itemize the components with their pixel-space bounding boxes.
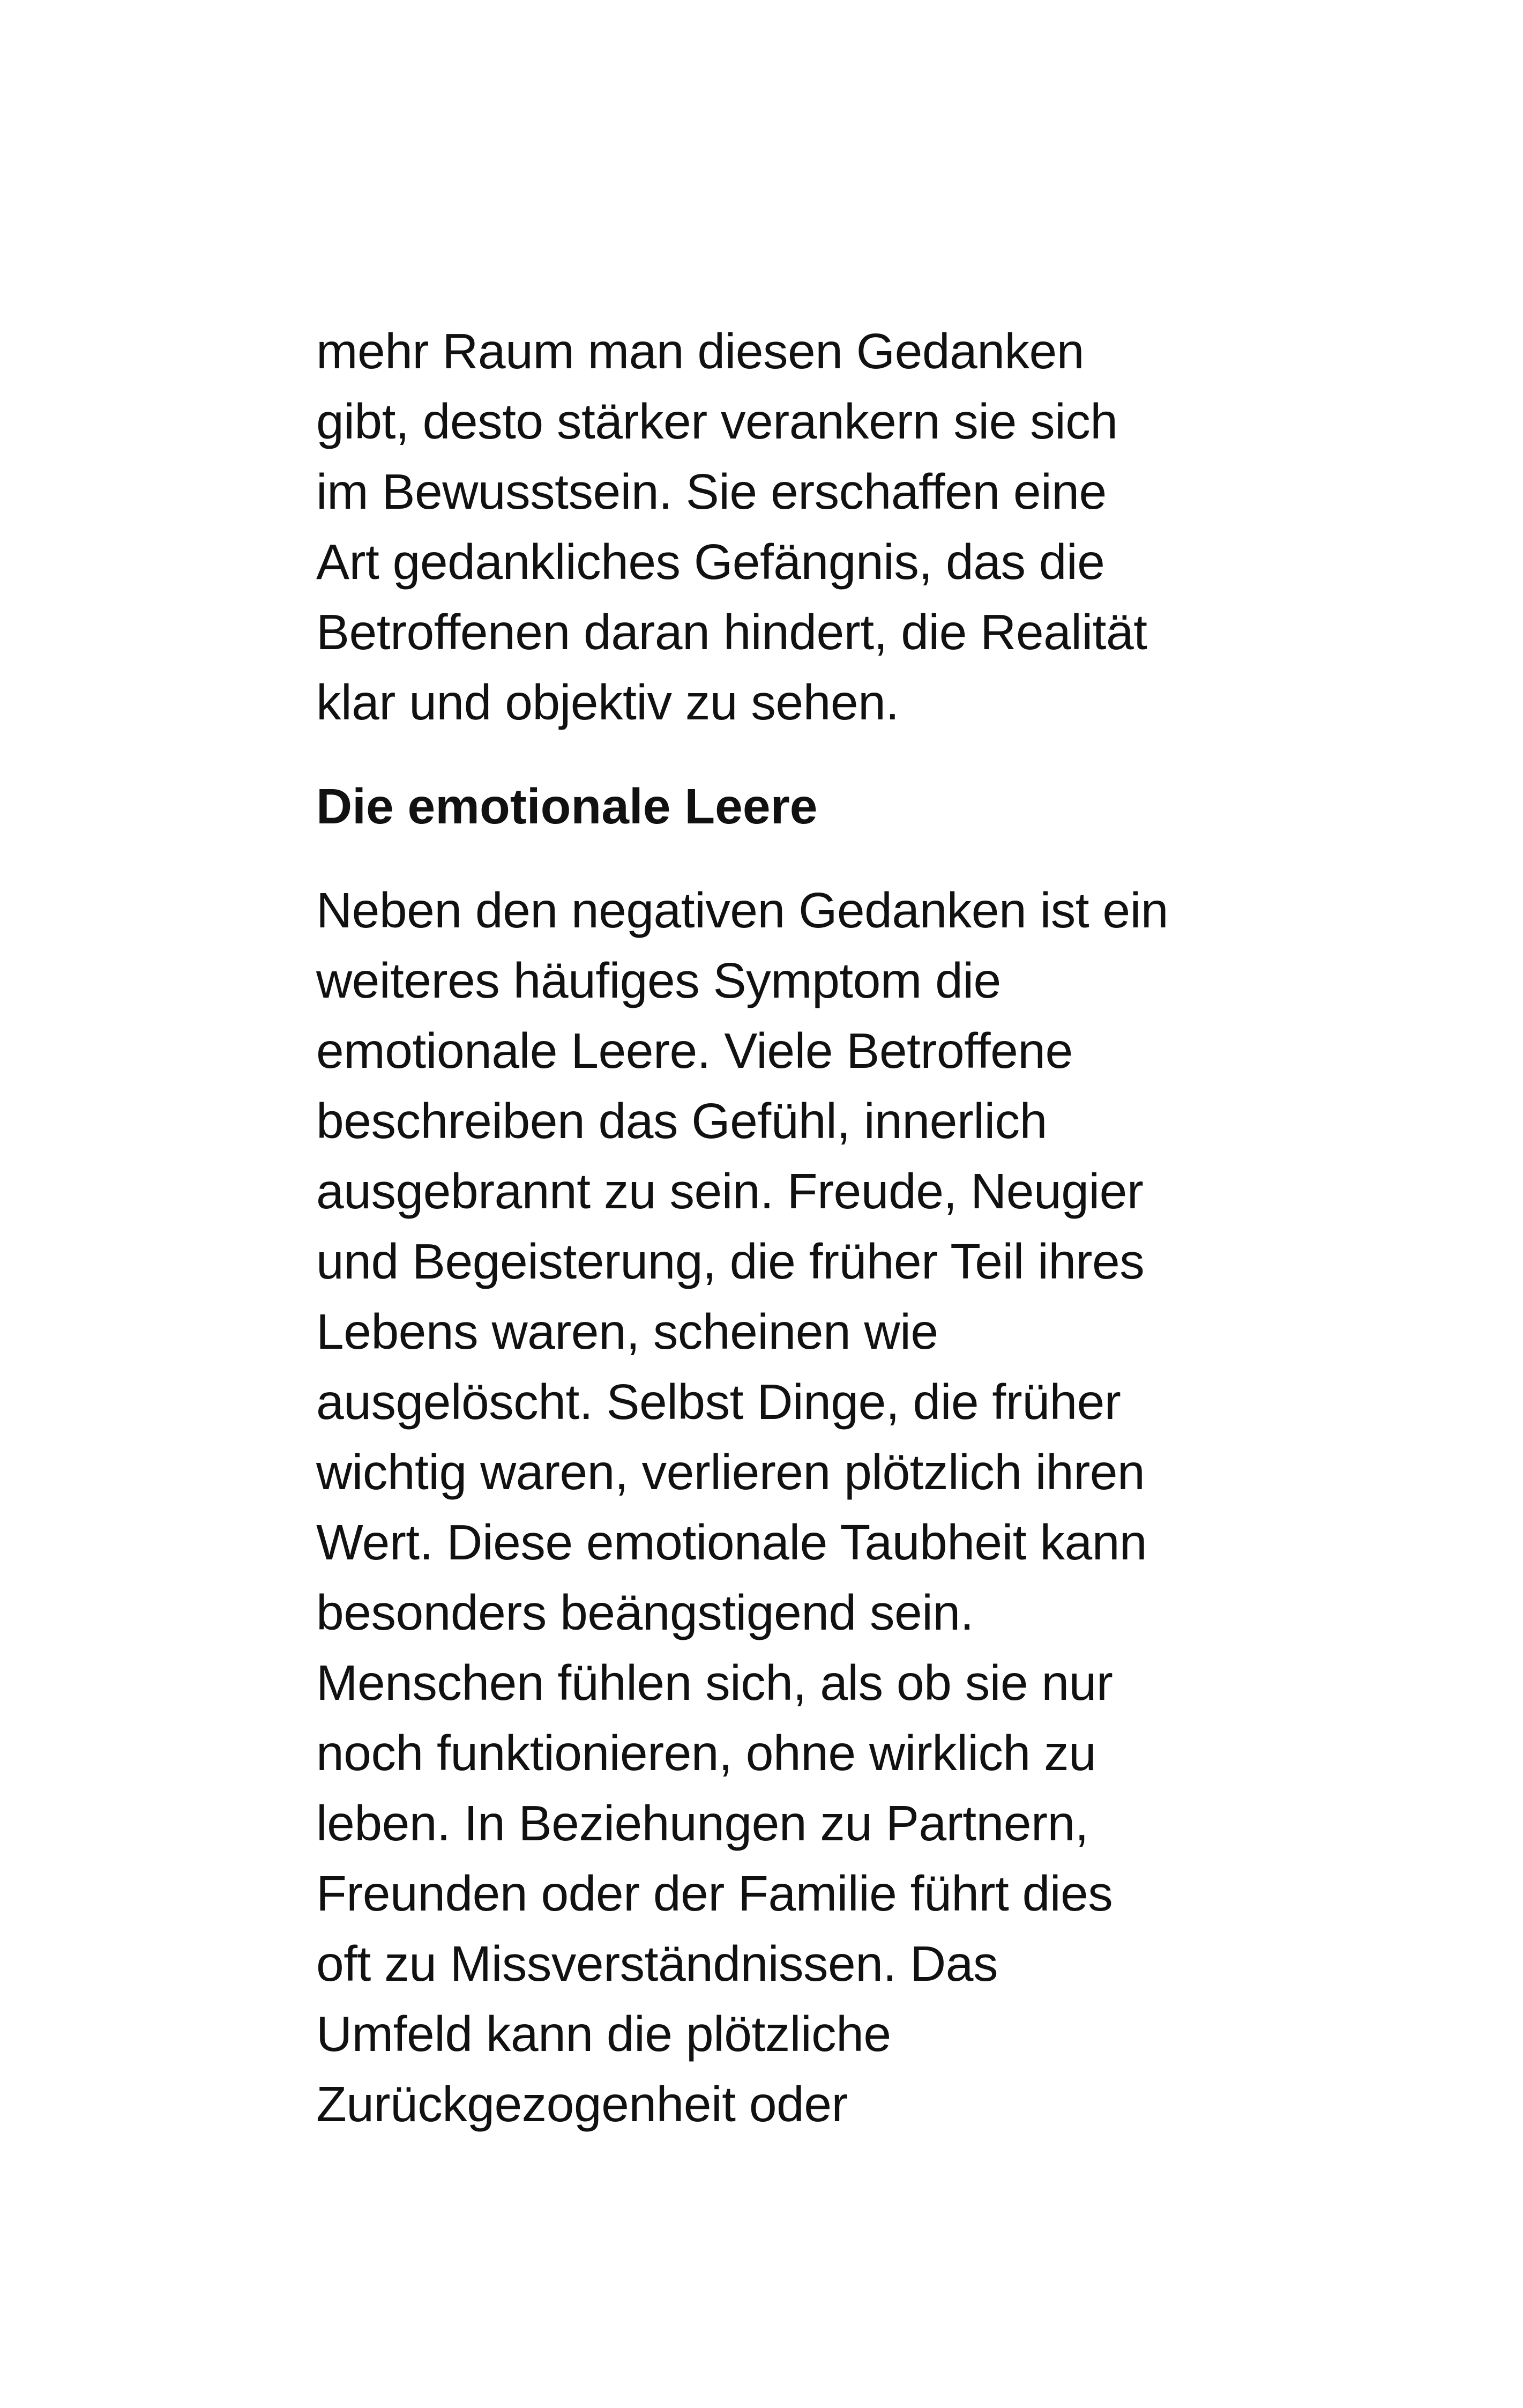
paragraph-2 — [316, 875, 1227, 2139]
text-line: ausgelöscht. Selbst Dinge, die früher — [316, 1374, 1121, 1430]
text-line: beschreiben das Gefühl, innerlich — [316, 1093, 1047, 1149]
text-line: Umfeld kann die plötzliche — [316, 2006, 891, 2062]
text-line: Betroffenen daran hindert, die Realität — [316, 604, 1147, 660]
text-line: oft zu Missverständnissen. Das — [316, 1936, 998, 1991]
text-line: gibt, desto stärker verankern sie sich — [316, 393, 1118, 449]
text-line: noch funktionieren, ohne wirklich zu — [316, 1725, 1096, 1781]
text-line: mehr Raum man diesen Gedanken — [316, 323, 1084, 379]
text-line: besonders beängstigend sein. — [316, 1585, 974, 1640]
book-page — [316, 316, 1227, 2139]
text-line: leben. In Beziehungen zu Partnern, — [316, 1795, 1089, 1851]
section-heading: Die emotionale Leere — [316, 778, 818, 834]
text-line: Art gedankliches Gefängnis, das die — [316, 534, 1105, 590]
text-line: wichtig waren, verlieren plötzlich ihren — [316, 1444, 1145, 1500]
text-line: Wert. Diese emotionale Taubheit kann — [316, 1514, 1147, 1570]
text-line: Freunden oder der Familie führt dies — [316, 1866, 1113, 1921]
text-line: klar und objektiv zu sehen. — [316, 674, 899, 730]
text-line: weiteres häufiges Symptom die — [316, 953, 1001, 1008]
text-line: Menschen fühlen sich, als ob sie nur — [316, 1655, 1113, 1711]
text-line: Lebens waren, scheinen wie — [316, 1304, 938, 1359]
text-line: und Begeisterung, die früher Teil ihres — [316, 1233, 1145, 1289]
text-line: emotionale Leere. Viele Betroffene — [316, 1023, 1073, 1079]
text-line: Neben den negativen Gedanken ist ein — [316, 882, 1169, 938]
text-line: Zurückgezogenheit oder — [316, 2076, 848, 2132]
paragraph-1 — [316, 316, 1227, 738]
text-line: im Bewusstsein. Sie erschaffen eine — [316, 464, 1107, 519]
text-line: ausgebrannt zu sein. Freude, Neugier — [316, 1163, 1144, 1219]
